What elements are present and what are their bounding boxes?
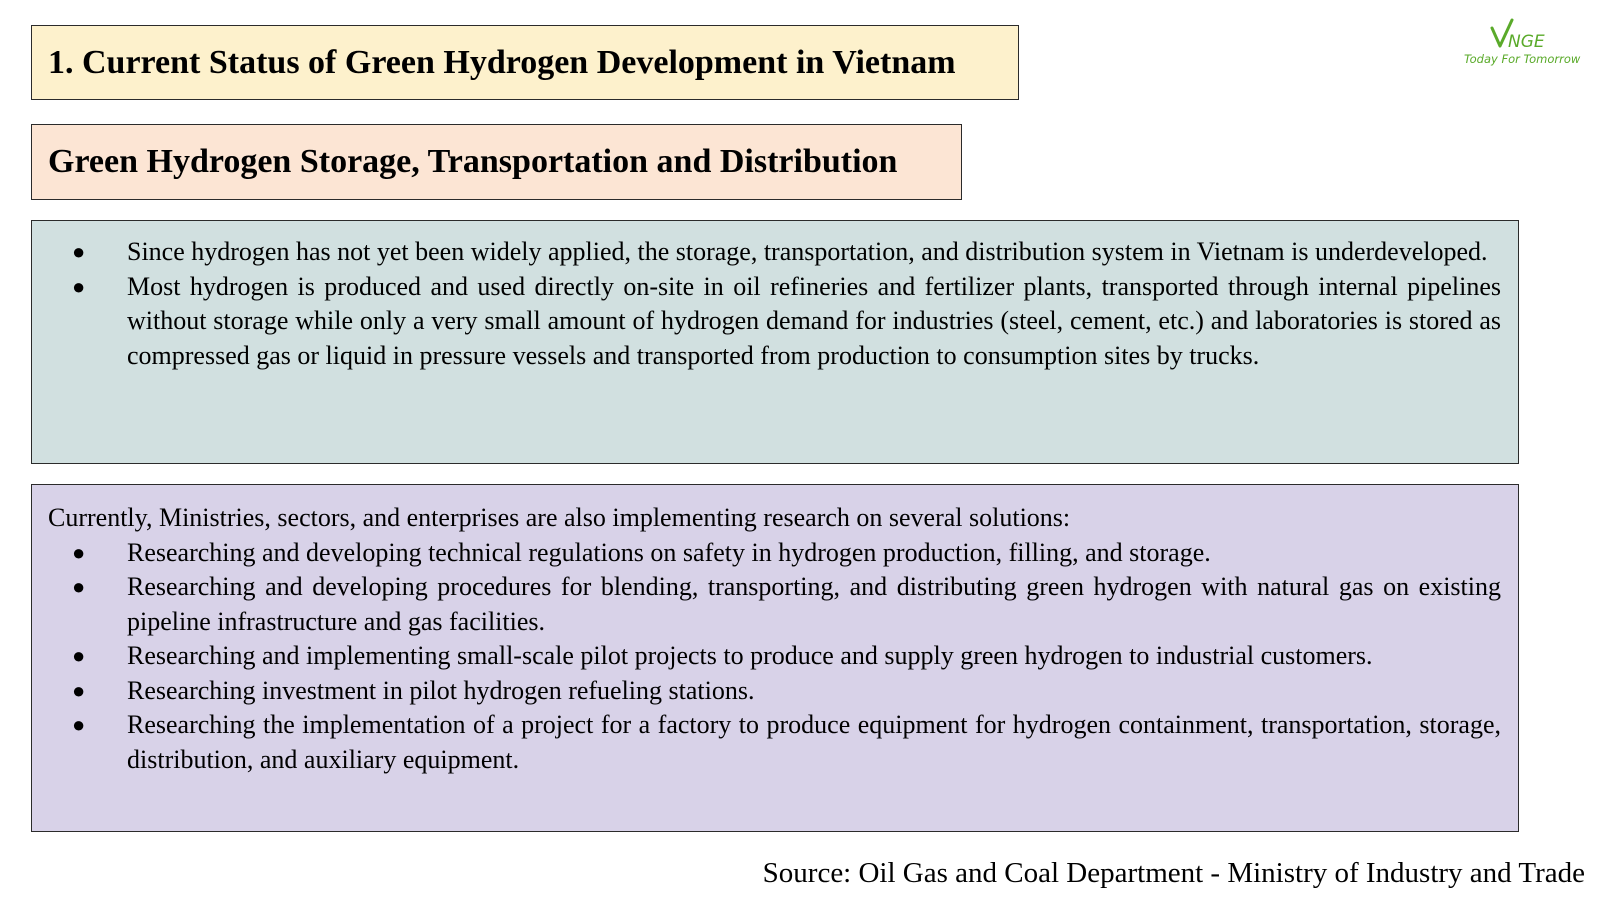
bullet-icon: ● bbox=[72, 643, 86, 668]
solutions-bullet-list bbox=[48, 536, 1501, 778]
title-banner bbox=[31, 25, 1019, 100]
list-item-text: Researching the implementation of a project for a factory to produce equipment for hydrogen containment, transportation, storage, distribution, and auxiliary equipment. bbox=[127, 710, 1501, 774]
logo-tagline: Today For Tomorrow bbox=[1464, 52, 1581, 66]
list-item-text: Researching investment in pilot hydrogen refueling stations. bbox=[127, 675, 755, 705]
bullet-icon: ● bbox=[72, 574, 86, 599]
list-item bbox=[48, 536, 1501, 571]
bullet-icon: ● bbox=[72, 712, 86, 737]
list-item bbox=[48, 639, 1501, 674]
list-item bbox=[48, 674, 1501, 709]
status-panel bbox=[31, 220, 1519, 464]
list-item-text: Since hydrogen has not yet been widely applied, the storage, transportation, and distribution system in Vietnam is underdeveloped. bbox=[127, 237, 1488, 266]
svg-text:NGE: NGE bbox=[1508, 32, 1545, 52]
list-item bbox=[48, 708, 1501, 777]
bullet-icon: ● bbox=[72, 239, 86, 264]
section-title: Green Hydrogen Storage, Transportation and Distribution bbox=[48, 143, 898, 180]
vnge-logo-mark-icon bbox=[1486, 16, 1566, 56]
list-item-text: Most hydrogen is produced and used directly on-site in oil refineries and fertilizer plants, transported through internal pipelines without storage while only a very small amount of hydrogen demand for industries (steel, cement, etc.) and laboratories is stored as compressed gas or liquid in pressure vessels and transported from production to consumption sites by trucks. bbox=[127, 271, 1501, 370]
list-item bbox=[48, 270, 1501, 374]
solutions-panel bbox=[31, 484, 1519, 832]
page-title: 1. Current Status of Green Hydrogen Development in Vietnam bbox=[48, 43, 956, 81]
vnge-logo bbox=[1456, 16, 1586, 82]
list-item bbox=[48, 235, 1501, 270]
solutions-intro: Currently, Ministries, sectors, and enterprises are also implementing research on several solutions: bbox=[48, 503, 1071, 532]
status-bullet-list bbox=[48, 235, 1501, 373]
subtitle-banner bbox=[31, 124, 962, 200]
list-item bbox=[48, 570, 1501, 639]
bullet-icon: ● bbox=[72, 677, 86, 703]
source-citation: Source: Oil Gas and Coal Department - Ministry of Industry and Trade bbox=[762, 857, 1585, 889]
list-item-text: Researching and developing procedures for blending, transporting, and distributing green hydrogen with natural gas on existing pipeline infrastructure and gas facilities. bbox=[127, 572, 1501, 636]
bullet-icon: ● bbox=[72, 273, 86, 299]
list-item-text: Researching and implementing small-scale pilot projects to produce and supply green hydrogen to industrial customers. bbox=[127, 641, 1373, 670]
list-item-text: Researching and developing technical regulations on safety in hydrogen production, filling, and storage. bbox=[127, 537, 1211, 567]
bullet-icon: ● bbox=[72, 539, 86, 565]
